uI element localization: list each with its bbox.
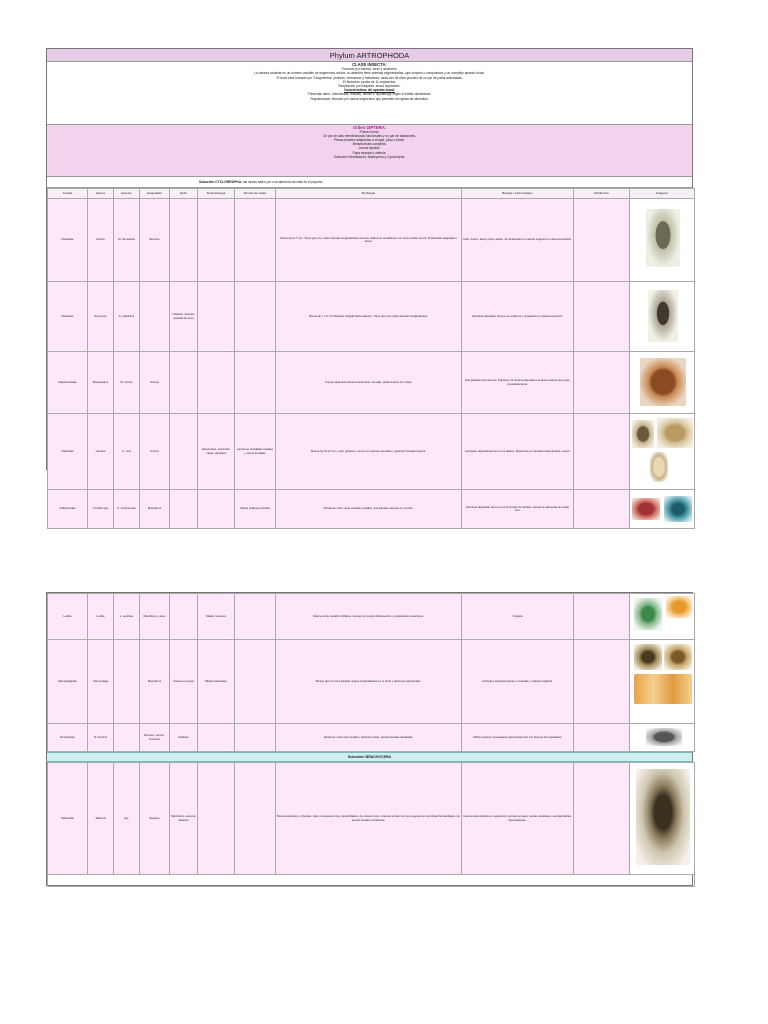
- ked-photo: [640, 358, 686, 406]
- clase-subline: Presentan labro, mandíbulas, maxilas, labium e hipofaringe según el hábito alimentario.: [307, 92, 432, 97]
- table-row: [48, 594, 695, 640]
- larva-photo: [666, 596, 692, 618]
- cell-morfologia: Mosca gris con tres bandas negras longitudinales en el tórax y abdomen ajedrezado.: [276, 640, 462, 724]
- empty-row: [48, 875, 695, 887]
- col-header: Familia: [48, 189, 88, 199]
- cell-especie: M. domestica: [114, 199, 140, 282]
- cell-distribucion: [574, 199, 630, 282]
- cell-biologia: Hembras depositan huevos en estiércol y vegetación en descomposición.: [462, 282, 574, 352]
- orden-line: Larvas ápodas.: [358, 146, 381, 151]
- suborden-text: las larvas salen por una abertura circular en el pupario.: [242, 180, 324, 184]
- cell-dano: [170, 490, 198, 529]
- table-row: [48, 490, 695, 529]
- cell-familia: Tabanidae: [48, 763, 88, 875]
- cell-morfologia: Mosca de 7 mm. Probóscide dirigida hacia delante. Tórax gris con cuatro bandas longitudinales.: [276, 282, 462, 352]
- fly-photo: [634, 644, 662, 670]
- cell-genero: Tabanus: [88, 763, 114, 875]
- col-header: Sintomatología: [198, 189, 235, 199]
- cell-dano: Irritación, anemia, pérdida de peso: [170, 282, 198, 352]
- cell-hospedador: Mamíferos: [140, 490, 170, 529]
- cell-periodo: [235, 724, 276, 752]
- cell-genero: Oestrus: [88, 414, 114, 490]
- cell-dano: [170, 594, 198, 640]
- table-row: [48, 414, 695, 490]
- cell-familia: Calliphoridae: [48, 490, 88, 529]
- cell-morfologia: Mosca verde metálico brillante. Larvas con cuerpo blanquecino y espiráculos posteriores.: [276, 594, 462, 640]
- cell-periodo: Miasis cutánea primaria: [235, 490, 276, 529]
- spreadsheet-page-1: [46, 48, 693, 512]
- cell-sintomatologia: [198, 199, 235, 282]
- cell-biologia: Ovipara: [462, 594, 574, 640]
- clase-subline: Segmentados, formado por varios segmentos que permiten la ingesta de alimentos.: [310, 96, 429, 101]
- cell-dano: Nódulos: [170, 724, 198, 752]
- table-row: [48, 352, 695, 414]
- clase-line: El abdomen consta de 11 segmentos.: [342, 79, 397, 84]
- orden-line: Poseen tórax.: [359, 130, 380, 135]
- clase-line: El tórax está formado por 3 segmentos: protórax, mesotórax y metatórax, cada uno de ellos provisto de un par de patas articuladas.: [276, 75, 463, 80]
- cell-distribucion: [574, 414, 630, 490]
- cell-genero: Melophagus: [88, 352, 114, 414]
- cell-genero: D. hominis: [88, 724, 114, 752]
- cell-familia: Hippoboscidae: [48, 352, 88, 414]
- cell-imagenes: [630, 640, 695, 724]
- cell-distribucion: [574, 282, 630, 352]
- orden-line: Piezas bucales adaptadas a chupar, picar o lamer.: [333, 138, 406, 143]
- orden-title: Orden DIPTERA:: [352, 125, 387, 130]
- pest-table-2: [47, 593, 695, 752]
- orden-line: Suborden Nematocera, Brachycera y Cyclorrapha.: [333, 154, 406, 159]
- cell-sintomatologia: [198, 490, 235, 529]
- cell-dano: [170, 414, 198, 490]
- col-header: Hospedador: [140, 189, 170, 199]
- cell-sintomatologia: Miasis, lesiones: [198, 594, 235, 640]
- table-header-row: [48, 189, 695, 199]
- pest-table-3: [47, 762, 695, 887]
- clase-line: Formado por cabeza, tórax y abdomen.: [341, 67, 398, 72]
- fly-photo: [648, 290, 678, 342]
- cell-morfologia: Cuerpo aplanado dorsoventralmente, sin alas, patas fuertes con uñas.: [276, 352, 462, 414]
- table-row: [48, 640, 695, 724]
- cell-imagenes: [630, 414, 695, 490]
- clase-line: Respiración por tráqueas, sexos separados.: [338, 84, 401, 89]
- cell-hospedador: Equinos: [140, 763, 170, 875]
- cell-biologia: Ciclo: huevo, larva, pupa, adulto. Se desarrolla en materia orgánica en descomposición.: [462, 199, 574, 282]
- phylum-header: Phylum ARTROPHODA: [47, 49, 692, 62]
- cell-distribucion: [574, 763, 630, 875]
- cell-hospedador: Bovinos: [140, 199, 170, 282]
- col-header: Período de miasis: [235, 189, 276, 199]
- cell-sintomatologia: [198, 282, 235, 352]
- cell-imagenes: [630, 199, 695, 282]
- cell-genero: Lucilia: [88, 594, 114, 640]
- cell-especie: O. ovis: [114, 414, 140, 490]
- cell-especie: M. ovinus: [114, 352, 140, 414]
- col-header: Distribución: [574, 189, 630, 199]
- suborden-cyclorrapha: [47, 177, 692, 188]
- cell-biologia: Larvípara. Deposita larvas en heridas y materia orgánica.: [462, 640, 574, 724]
- cell-distribucion: [574, 640, 630, 724]
- pest-table-1: [47, 188, 695, 529]
- cell-biologia: Larvípara: deposita larvas en los ollares. Desarrollo en cavidad nasal durante meses.: [462, 414, 574, 490]
- larva-photo: [634, 674, 692, 704]
- cell-morfologia: Mosca de 10-12 mm, color grisáceo. Larva con espinas ventrales y ganchos bucales fuertes.: [276, 414, 462, 490]
- cell-familia: Lucilia: [48, 594, 88, 640]
- clase-title: CLASE INSECTA:: [352, 62, 387, 67]
- cell-dano: Ácaros en la piel: [170, 640, 198, 724]
- cell-hospedador: Ovinos: [140, 352, 170, 414]
- cell-dano: Mamíferos, anemia, irritación: [170, 763, 198, 875]
- larva-photo: [650, 452, 668, 482]
- cell-sintomatologia: [198, 724, 235, 752]
- suborden-label: Suborden CYCLORRAPHA:: [199, 180, 243, 184]
- cell-imagenes: [630, 282, 695, 352]
- cell-familia: Sarcophagidae: [48, 640, 88, 724]
- botfly-photo: [632, 420, 654, 448]
- cell-periodo: [235, 594, 276, 640]
- cell-familia: Oestridae: [48, 414, 88, 490]
- cell-imagenes: [630, 352, 695, 414]
- cell-sintomatologia: Estornudos, secreción nasal, inquietud: [198, 414, 235, 490]
- cell-familia: Dermatobia: [48, 724, 88, 752]
- cell-familia: Muscidae: [48, 199, 88, 282]
- clase-insecta-section: [47, 62, 692, 125]
- clase-subtitle: Características del aparato bucal:: [343, 88, 396, 93]
- cell-sintomatologia: [198, 352, 235, 414]
- cell-periodo: [235, 640, 276, 724]
- cell-imagenes: [630, 490, 695, 529]
- table-row: [48, 763, 695, 875]
- cell-morfologia: Mosca de color verde azulado metálico, tres bandas oscuras en el tórax.: [276, 490, 462, 529]
- suborden-brachycera: Suborden BRACHYCERA: [47, 752, 692, 762]
- cell-familia: Muscidae: [48, 282, 88, 352]
- cell-genero: Sarcophaga: [88, 640, 114, 724]
- cell-periodo: [235, 282, 276, 352]
- cell-biologia: Hembras depositan huevos en los bordes de heridas. Larvas se alimentan de tejido vivo.: [462, 490, 574, 529]
- cell-distribucion: [574, 594, 630, 640]
- col-header: Morfología: [276, 189, 462, 199]
- cell-hospedador: Ovinos: [140, 414, 170, 490]
- table-row: [48, 199, 695, 282]
- cell-especie: [114, 640, 140, 724]
- orden-diptera-section: [47, 125, 692, 177]
- cell-biologia: Utiliza vectores (mosquitos) para transportar sus huevos al hospedador.: [462, 724, 574, 752]
- clase-line: La cabeza consiste en un número variable de segmentos unidos, su abertura tiene antenas segmentadas, ojos simples o compuestos y un complejo aparato bucal.: [254, 71, 485, 76]
- table-row: [48, 724, 695, 752]
- cell-distribucion: [574, 352, 630, 414]
- wound-photo: [632, 498, 660, 520]
- cell-imagenes: [630, 724, 695, 752]
- cell-periodo: [235, 199, 276, 282]
- cell-sintomatologia: [198, 763, 235, 875]
- col-header: Biología / Ciclo biológico: [462, 189, 574, 199]
- cell-hospedador: Bovinos, perros, humanos: [140, 724, 170, 752]
- cell-morfologia: Moscas grandes y robustas. Ojos compuestos muy desarrollados, de colores vivos. Antenas cortas con tres segmentos. Hembras hematófagas con piezas bucales cortadoras.: [276, 763, 462, 875]
- cell-periodo: [235, 763, 276, 875]
- cell-especie: C. hominivorax: [114, 490, 140, 529]
- orden-line: Un par de alas membranosas funcionales y un par de balancines.: [323, 134, 416, 139]
- cell-imagenes: [630, 594, 695, 640]
- cell-genero: Musca: [88, 199, 114, 282]
- col-header: Especie: [114, 189, 140, 199]
- cell-distribucion: [574, 724, 630, 752]
- cell-hospedador: Mamíferos: [140, 640, 170, 724]
- spreadsheet-page-2: [46, 592, 693, 886]
- cell-morfologia: Mosca de 6-7 mm. Tórax gris con cuatro bandas longitudinales oscuras. Abdomen amarillento con línea media oscura. Probóscide adaptada a lamer.: [276, 199, 462, 282]
- cell-morfologia: Adulto de color azul metálico, antenas cortas, piezas bucales atrofiadas.: [276, 724, 462, 752]
- fly-photo: [664, 644, 692, 670]
- cell-sintomatologia: Miasis traumática: [198, 640, 235, 724]
- orden-line: Pupa exarata u obtecta.: [352, 150, 387, 155]
- cell-hospedador: Mamíferos y aves: [140, 594, 170, 640]
- cell-distribucion: [574, 490, 630, 529]
- cell-genero: Cochliomyia: [88, 490, 114, 529]
- cell-periodo: Larvas en cavidades nasales y senos frontales: [235, 414, 276, 490]
- cell-hospedador: [140, 282, 170, 352]
- horsefly-photo: [636, 769, 690, 865]
- cell-periodo: [235, 352, 276, 414]
- cell-especie: [114, 724, 140, 752]
- cell-especie: spp.: [114, 763, 140, 875]
- cell-biologia: Ectoparásito permanente. Pupíparo: la hembra deposita una larva madura que pupa inmediatamente.: [462, 352, 574, 414]
- insect-photo: [646, 728, 682, 746]
- col-header: Imágenes: [630, 189, 695, 199]
- col-header: Daño: [170, 189, 198, 199]
- table-row: [48, 875, 695, 887]
- cell-biologia: Huevos depositados en vegetación cercana al agua. Larvas acuáticas o semiacuáticas, depredadoras.: [462, 763, 574, 875]
- cell-imagenes: [630, 763, 695, 875]
- fly-photo: [646, 209, 680, 267]
- cell-dano: [170, 199, 198, 282]
- fly-photo: [634, 598, 662, 630]
- larva-photo: [657, 418, 693, 448]
- cell-genero: Stomoxys: [88, 282, 114, 352]
- cell-especie: L. sericata: [114, 594, 140, 640]
- table-row: [48, 282, 695, 352]
- orden-line: Metamorfosis completa.: [352, 142, 387, 147]
- fly-photo: [664, 496, 692, 522]
- cell-dano: [170, 352, 198, 414]
- col-header: Género: [88, 189, 114, 199]
- cell-especie: S. calcitrans: [114, 282, 140, 352]
